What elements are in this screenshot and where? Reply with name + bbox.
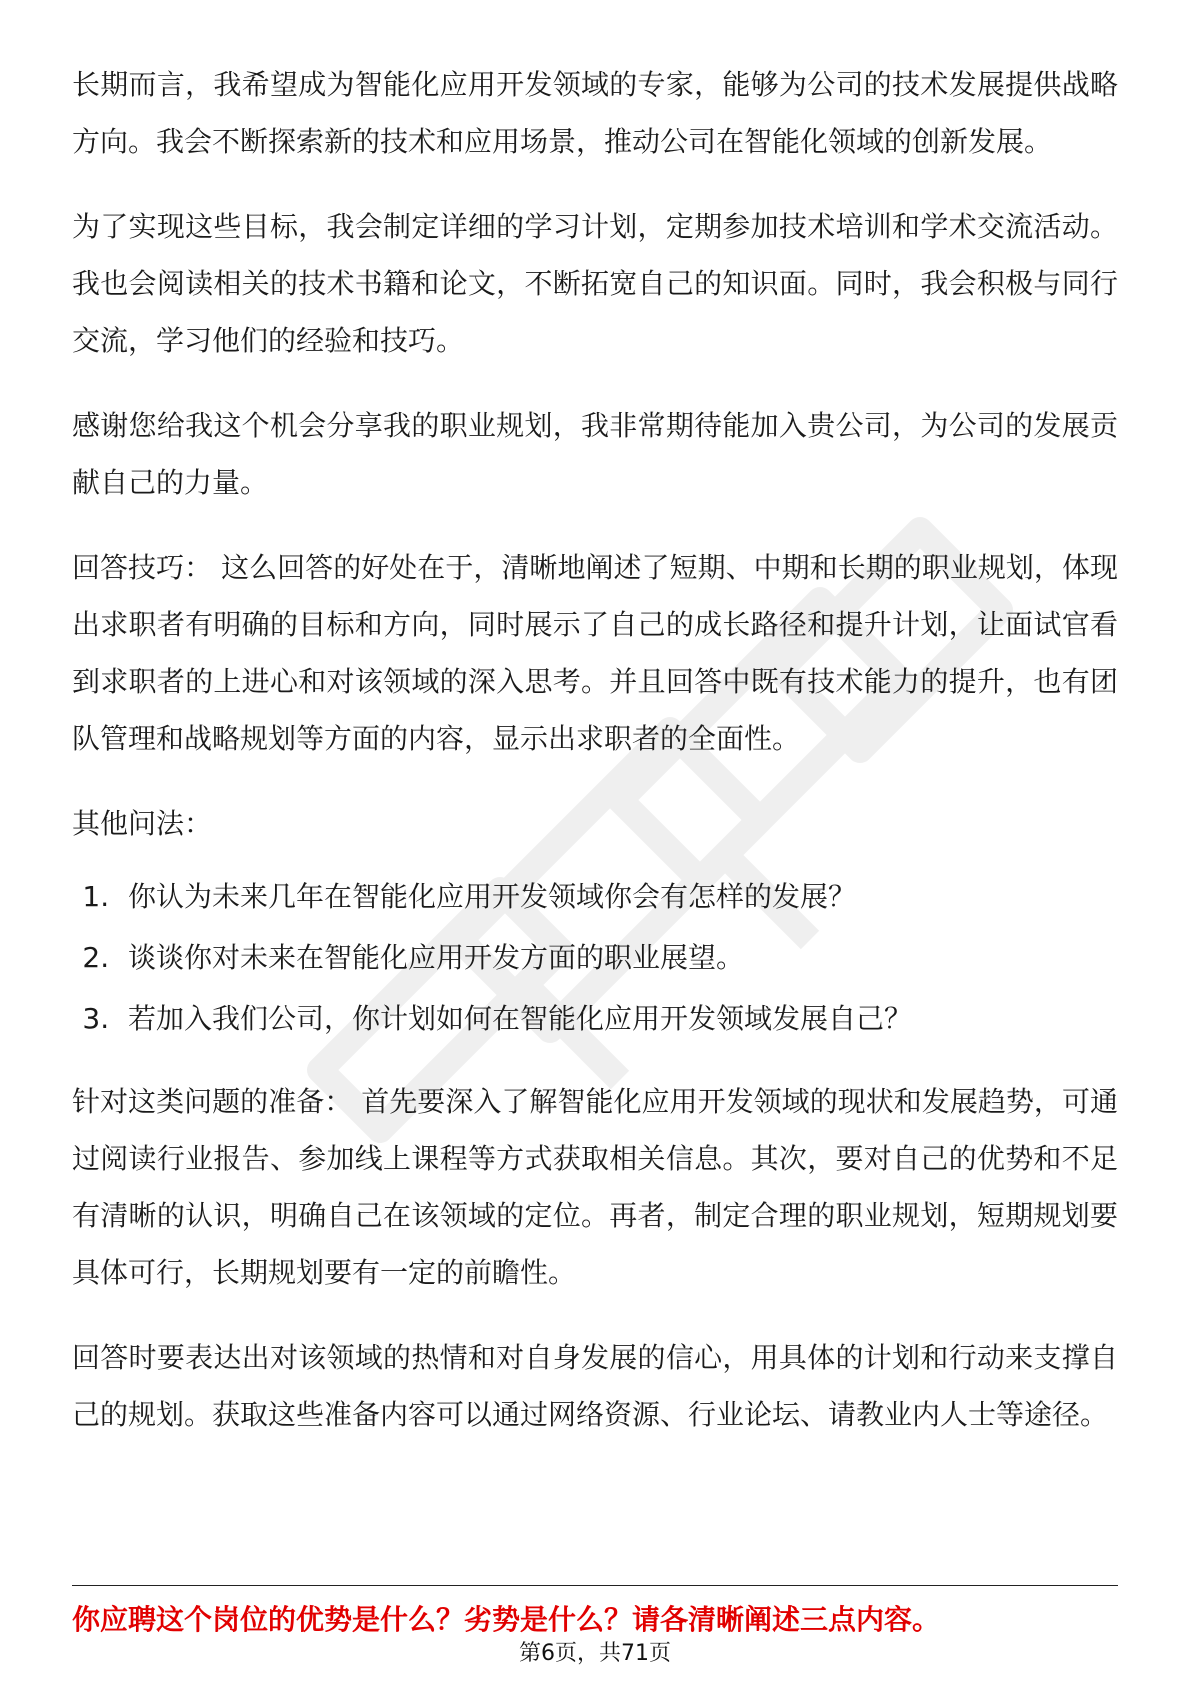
- page-number: 第6页，共71页: [519, 1641, 671, 1666]
- preparation-label: 针对这类问题的准备：: [72, 1085, 353, 1118]
- paragraph-thanks: 感谢您给我这个机会分享我的职业规划，我非常期待能加入贵公司，为公司的发展贡献自己的力量。: [72, 409, 1118, 499]
- preparation-text: 首先要深入了解智能化应用开发领域的现状和发展趋势，可通过阅读行业报告、参加线上课程等方式获取相关信息。其次，要对自己的优势和不足有清晰的认识，明确自己在该领域的定位。再者，制定合理的职业规划，短期规划要具体可行，长期规划要有一定的前瞻性。: [72, 1085, 1118, 1289]
- divider: [72, 1585, 1118, 1586]
- other-questions-list: [72, 866, 1118, 1049]
- paragraph-plan: 为了实现这些目标，我会制定详细的学习计划，定期参加技术培训和学术交流活动。我也会阅读相关的技术书籍和论文，不断拓宽自己的知识面。同时，我会积极与同行交流，学习他们的经验和技巧。: [72, 210, 1118, 357]
- list-item: 2. 谈谈你对未来在智能化应用开发方面的职业展望。: [118, 927, 1118, 988]
- main-content: [72, 56, 1118, 1471]
- answer-tips-text: 这么回答的好处在于，清晰地阐述了短期、中期和长期的职业规划，体现出求职者有明确的目标和方向，同时展示了自己的成长路径和提升计划，让面试官看到求职者的上进心和对该领域的深入思考。并且回答中既有技术能力的提升，也有团队管理和战略规划等方面的内容，显示出求职者的全面性。: [72, 551, 1118, 755]
- list-item: 1. 你认为未来几年在智能化应用开发领域你会有怎样的发展？: [118, 866, 1118, 927]
- next-question-heading: 你应聘这个岗位的优势是什么？劣势是什么？请各清晰阐述三点内容。: [72, 1603, 941, 1636]
- answer-tips-label: 回答技巧：: [72, 551, 213, 584]
- other-questions-label: 其他问法：: [72, 807, 213, 840]
- preparation: [72, 1073, 1118, 1301]
- answer-tips: [72, 539, 1118, 767]
- list-item: 3. 若加入我们公司，你计划如何在智能化应用开发领域发展自己？: [118, 988, 1118, 1049]
- paragraph-long-term: 长期而言，我希望成为智能化应用开发领域的专家，能够为公司的技术发展提供战略方向。我会不断探索新的技术和应用场景，推动公司在智能化领域的创新发展。: [72, 68, 1118, 158]
- paragraph-closing: 回答时要表达出对该领域的热情和对自身发展的信心，用具体的计划和行动来支撑自己的规划。获取这些准备内容可以通过网络资源、行业论坛、请教业内人士等途径。: [72, 1341, 1118, 1431]
